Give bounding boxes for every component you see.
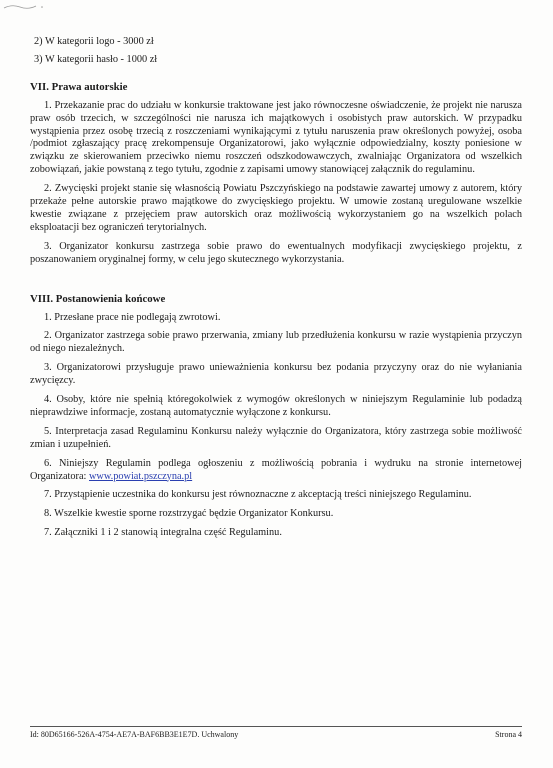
organizer-website-link[interactable]: www.powiat.pszczyna.pl — [89, 470, 193, 482]
document-id: Id: 80D65166-526A-4754-AE7A-BAF6BB3E1E7D. Uchwalony — [30, 730, 239, 739]
section-7-title: VII. Prawa autorskie — [30, 80, 128, 93]
section-8-title: VIII. Postanowienia końcowe — [30, 292, 166, 305]
section-8-paragraph-6 — [30, 458, 522, 484]
section-8-paragraph-3: 3. Organizatorowi przysługuje prawo unieważnienia konkursu bez podania przyczyny oraz do nie wyłaniania zwycięzcy. — [30, 362, 522, 387]
section-8-paragraph-1: 1. Przesłane prace nie podlegają zwrotowi. — [44, 311, 221, 323]
section-8-paragraph-7: 7. Przystąpienie uczestnika do konkursu jest równoznaczne z akceptacją treści niniejszego Regulaminu. — [44, 489, 472, 501]
section-8-paragraph-5: 5. Interpretacja zasad Regulaminu Konkursu należy wyłącznie do Organizatora, który zastrzega sobie możliwość zmian i uzupełnień. — [30, 425, 522, 450]
section-7-paragraph-2: 2. Zwycięski projekt stanie się własnością Powiatu Pszczyńskiego na podstawie zawartej umowy z autorem, który przekaże pełne autorskie prawo majątkowe do zwycięskiego projektu. W umowie zostaną uregulowane wszelkie kwestie związane z przejęciem praw autorskich oraz możliwością wykorzystaniem go na wszelkich polach eksploatacji bez ograniczeń terytorialnych. — [30, 183, 522, 233]
prize-logo-item: 2) W kategorii logo - 3000 zł — [34, 36, 154, 47]
page-footer — [30, 726, 522, 740]
prize-slogan-item: 3) W kategorii hasło - 1000 zł — [34, 53, 158, 65]
section-7-paragraph-3: 3. Organizator konkursu zastrzega sobie prawo do ewentualnych modyfikacji zwycięskiego projektu, z poszanowaniem oryginalnej formy, w celu jego skutecznego wykorzystania. — [30, 240, 522, 265]
section-8-paragraph-2: 2. Organizator zastrzega sobie prawo przerwania, zmiany lub przedłużenia konkursu w razie wystąpienia przyczyn od niego niezależnych. — [30, 330, 522, 355]
scan-artifact-mark — [2, 2, 48, 12]
document-body — [30, 36, 522, 546]
page-number: Strona 4 — [495, 730, 522, 739]
section-8-paragraph-4: 4. Osoby, które nie spełnią któregokolwiek z wymogów określonych w niniejszym Regulaminie lub podadzą nieprawdziwe informacje, zostaną automatycznie wyłączone z konkursu. — [30, 394, 522, 418]
section-8-paragraph-6-text: 6. Niniejszy Regulamin podlega ogłoszeniu z możliwością pobrania i wydruku na stronie internetowej Organizatora: — [30, 457, 522, 482]
section-8-paragraph-8: 8. Wszelkie kwestie sporne rozstrzygać będzie Organizator Konkursu. — [44, 508, 334, 520]
section-7-paragraph-1: 1. Przekazanie prac do udziału w konkursie traktowane jest jako równoczesne oświadczenie, że projekt nie narusza praw osób trzecich, w szczególności nie narusza ich majątkowych i osobistych praw autorskich. W przypadku wystąpienia przez osobę trzecią z roszczeniami wynikającymi z tytułu naruszenia praw określonych powyżej, osoba /podmiot zgłaszający pracę zrekompensuje Organizatorowi, jako wyłącznie odpowiedzialny, koszty poniesione w związku ze skierowaniem przeciwko niemu roszczeń odszkodowawczych, zwalniając Organizatora od wszelkich zobowiązań, jakie powstaną z tego tytułu, zgodnie z zapisami umowy stanowiącej załącznik do regulaminu. — [30, 99, 522, 176]
section-8-paragraph-9: 7. Załączniki 1 i 2 stanowią integralna część Regulaminu. — [44, 527, 282, 539]
